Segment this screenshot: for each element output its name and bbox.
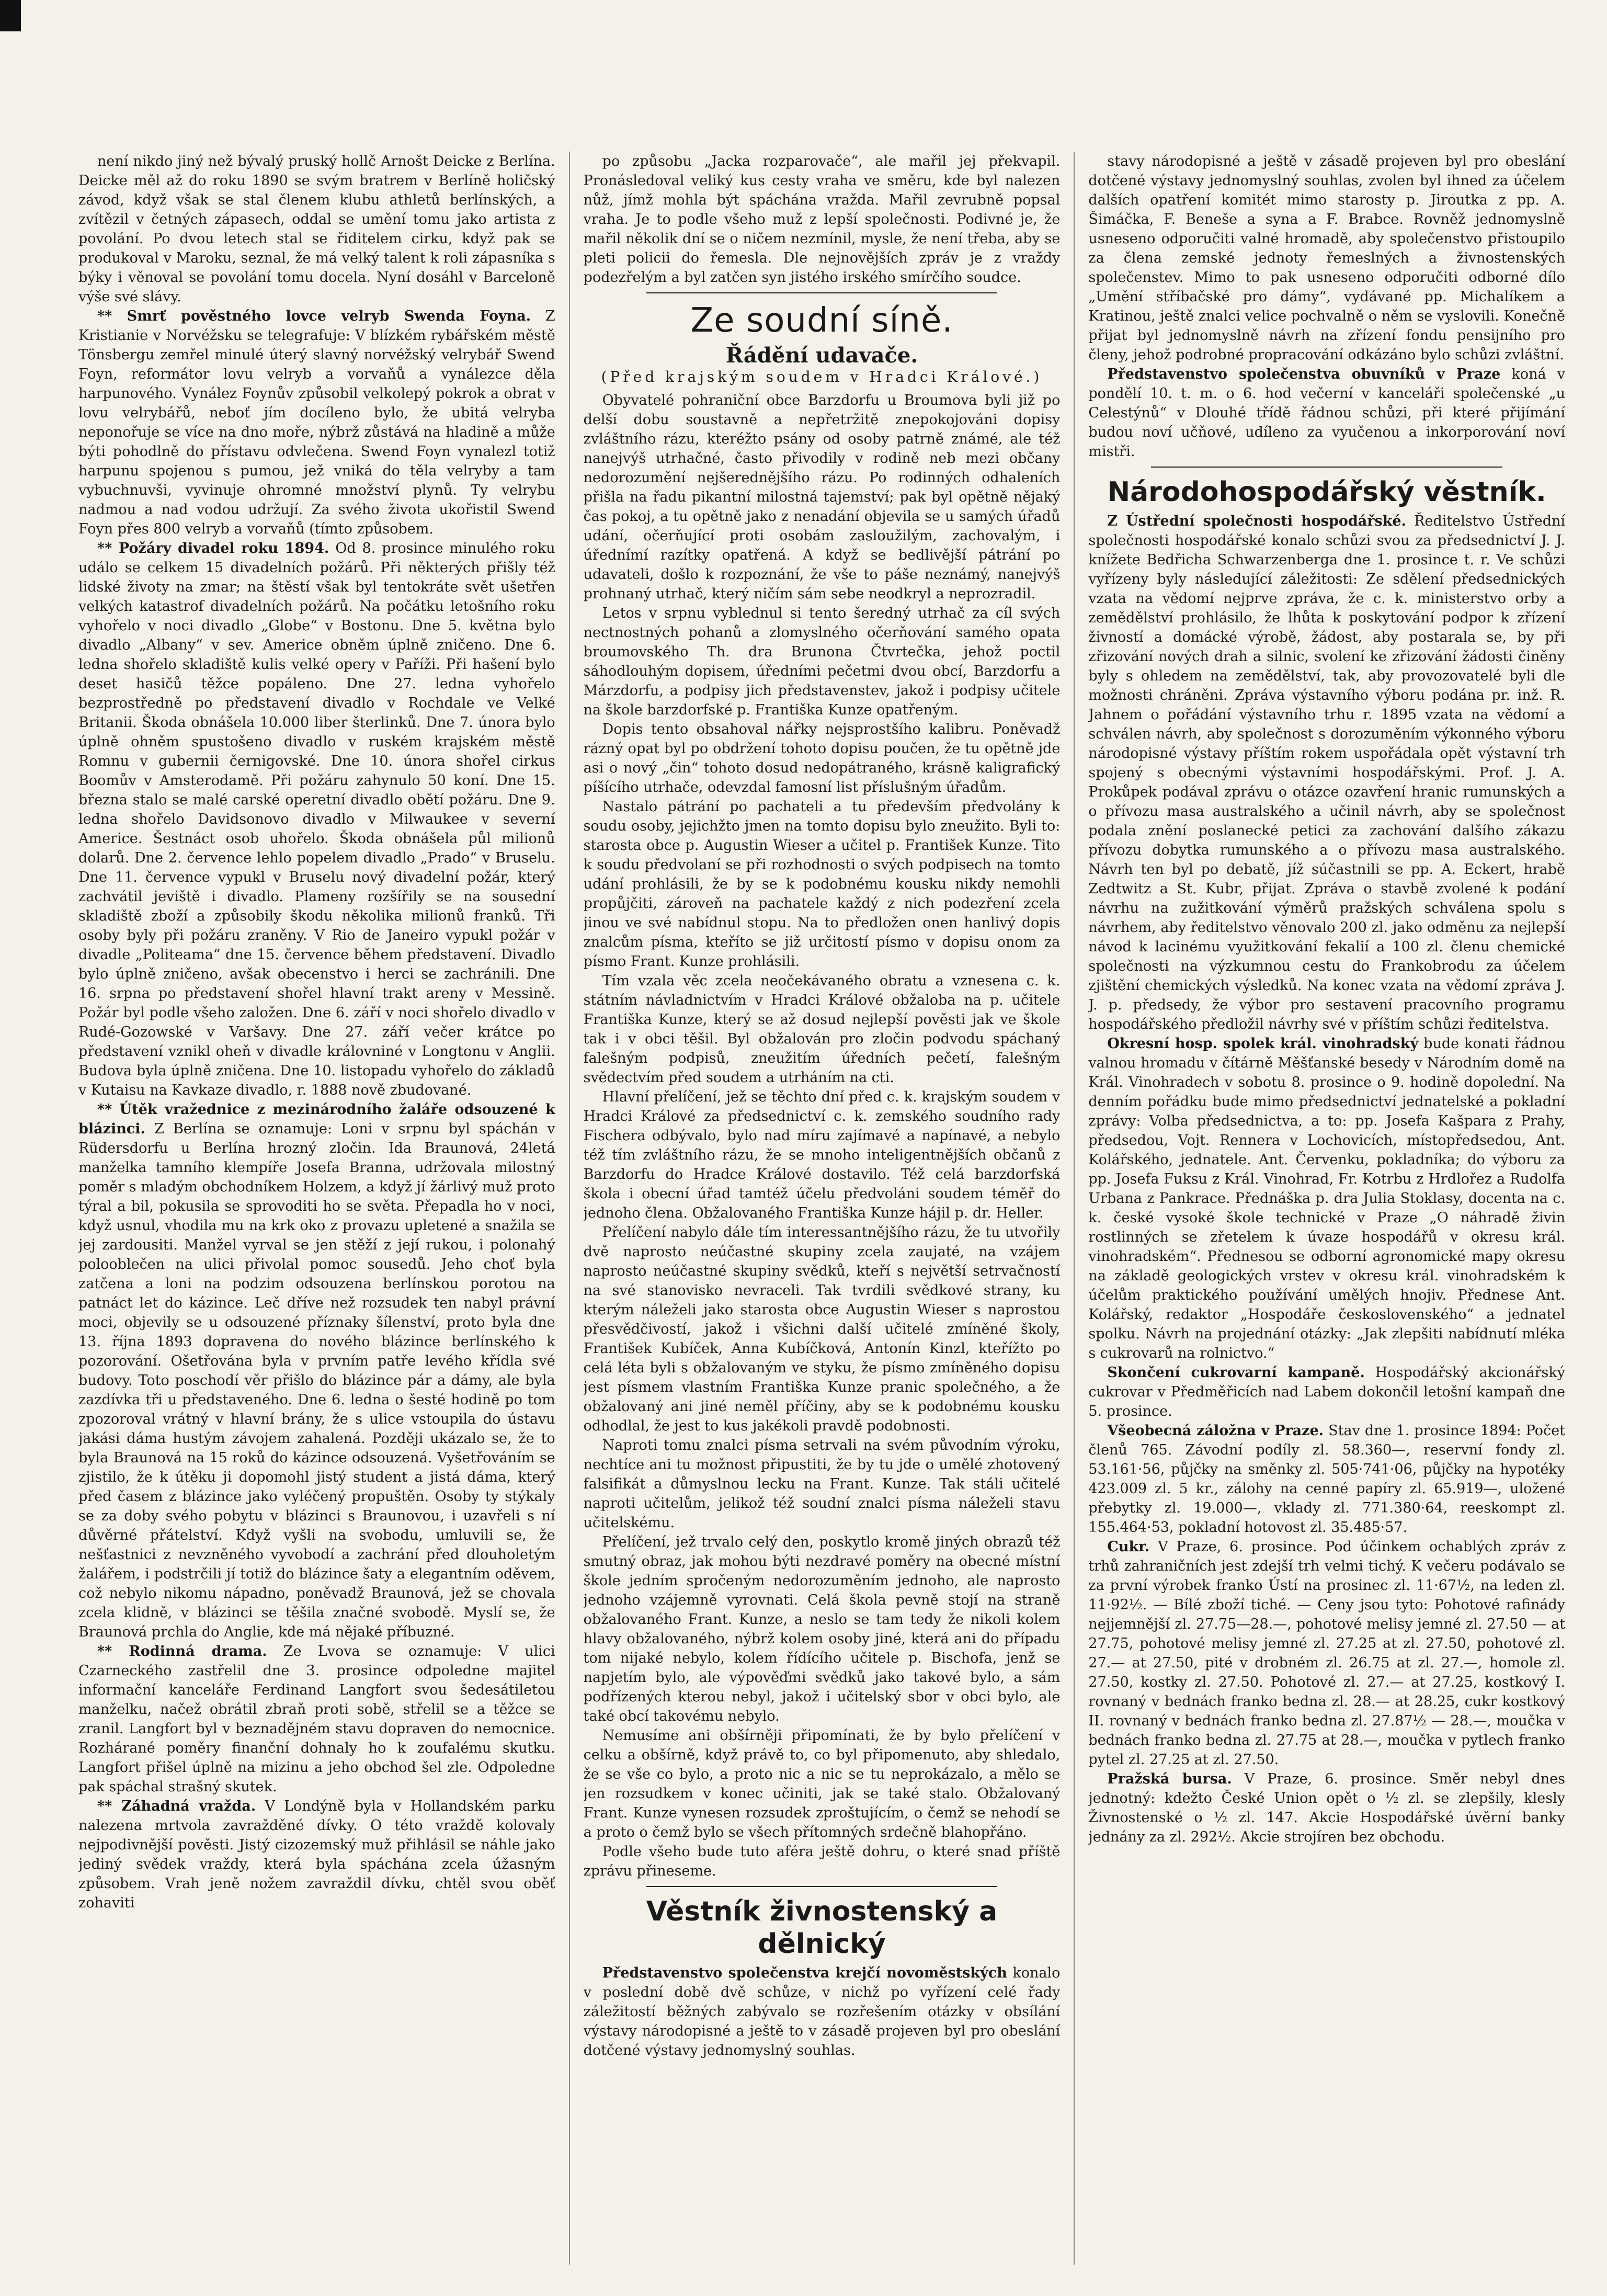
economy-paragraph-lead: Okresní hosp. spolek král. vinohradský xyxy=(1107,1036,1419,1052)
obuvniku-lead: Představenstvo společenstva obuvníků v Praze xyxy=(1107,366,1501,382)
scan-corner-mark xyxy=(0,0,21,31)
court-paragraph: Letos v srpnu vyblednul si tento šeredný utrhač za cíl svých nectnostných pohanů a zlomyslného očerňování samého opata broumovského Th. dra Brunona Čtvrtečka, jehož poctil sáhodlouhým dopisem, úředními pečetmi dvou obcí, Barzdorfu a Márzdorfu, a podpisy jich představenstev, jakož i podpisy učitele na škole barzdorfské p. Františka Kunze opatřeným. xyxy=(583,605,1061,718)
trade-paragraph-text: konalo v poslední době dvě schůze, v nichž po vyřízení celé řady záležitostí běžných zabývalo se rozřešením otázky v obsílání výstavy národopisné a ještě to v zásadě projeven byl pro obeslání dotčené výstavy jednomyslný souhlas. xyxy=(583,1965,1061,2059)
section-rule xyxy=(646,1886,998,1887)
economy-paragraph-text: V Praze, 6. prosince. Směr nebyl dnes jednotný: kdežto České Union opět o ½ zl. se zlepšily, klesly Živnostenské o ½ zl. 147. Akcie Hospodářské úvěrní banky jednány za zl. 292½. Akcie strojíren bez obchodu. xyxy=(1088,1771,1566,1845)
news-item xyxy=(78,152,555,306)
court-article-title: Řádění udavače. xyxy=(725,343,918,368)
news-item-lead: ** Rodinná drama. xyxy=(97,1643,267,1660)
section-rule xyxy=(646,292,998,293)
economy-paragraph xyxy=(1088,1363,1565,1421)
column-divider xyxy=(569,152,570,2265)
economy-section-body xyxy=(1088,512,1565,1847)
economy-paragraph-lead: Z Ústřední společnosti hospodářské. xyxy=(1107,513,1406,529)
news-item-text: Ze Lvova se oznamuje: V ulici Czarneckého zastřelil dne 3. prosince odpoledne majitel informační kanceláře Ferdinand Langfort svou šedesátiletou manželku, načež obrátil zbraň proti sobě, střelil se a těžce se zranil. Langfort byl v beznadějném stavu dopraven do nemocnice. Rozhárané poměry finanční dohnaly ho k zoufalému skutku. Langfort přišel úplně na mizinu a jeho obchod šel zle. Odpoledne pak spáchal strašný skutek. xyxy=(78,1643,555,1795)
columns xyxy=(78,152,1565,2265)
trade-paragraph xyxy=(584,1963,1061,2060)
news-item xyxy=(78,1642,555,1797)
vrazda-continuation: po způsobu „Jacka rozparovače“, ale mařil jej překvapil. Pronásledoval veliký kus cesty vraha ve směru, kde byl nalezen nůž, jímž mohla být spáchána vražda. Mařil zevrubně popsal vraha. Je to podle všeho muž z lepší společnosti. Podivné je, že mařil několik dní se o ničem nezmínil, mysle, že není třeba, aby se pleti policii do řemesla. Dle nejnovějších zpráv je z vraždy podezřelým a byl zatčen syn jistého irského smírčího soudce. xyxy=(583,153,1061,286)
economy-paragraph-text: V Praze, 6. prosince. Pod účinkem ochablých zpráv z trhů zahraničních jest zdejší trh velmi tichý. K večeru podávalo se za první výrobek franko Ústí na prosinec zl. 11·67½, na leden zl. 11·92½. — Bílé zboží tiché. — Ceny jsou tyto: Pohotové rafinády nejjemnější zl. 27.75—28.—, pohotové melisy jemné zl. 27.50 — at 27.75, pohotové melisy jemné zl. 27.25 at zl. 27.50, pohotové zl. 27.— at 27.50, pité v drobném zl. 26.75 at zl. 27.—, homole zl. 27.50, kostky zl. 27.50. Pohotové zl. 27.— at 27.25, kostkový I. rovnaný v bednách franko bedna zl. 28.— at 28.25, cukr kostkový II. rovnaný v bednách franko bedna zl. 27.87½ — 28.—, moučka v bednách franko bedna zl. 27.75 at 28.—, moučka v pytlech franko pytel zl. 27.25 at zl. 27.50. xyxy=(1088,1539,1566,1768)
economy-paragraph-text: Ředitelstvo Ústřední společnosti hospodářské konalo schůzi svou za předsednictví J. J. knížete Bedřicha Schwarzenberga dne 1. prosince t. r. Ve schůzi vyřízeny byly následující záležitosti: Ze sdělení předsednických vzata na vědomí nejprve zpráva, že c. k. ministerstvo orby a zemědělství prohlásilo, že lhůta k poskytování podpor k zřízení živností a domácké výrobě, žádost, aby postarala se, by při zřizování nových drah a silnic, svolení ke zřizování žádosti činěny byly s ohledem na zemědělství, tak, aby provozovatelé byli dle možnosti chráněni. Zpráva výstavního výboru podána pr. inž. R. Jahnem o pořádání výstavního trhu r. 1895 vzata na vědomí a schválen návrh, aby společnost s dorozuměním výkonného výboru národopisné výstavy příštím rokem uspořádala opět výstavní trh spojený s obecnými výstavními hospodářskými. Prof. J. A. Prokůpek podával zprávu o otázce ozavření hranic rumunských a o přívozu masa australského a učinil návrh, aby se společnost podala znění poslanecké petici za zachování dalšího zákazu přívozu dobytka rumunského a o přívozu masa australského. Návrh ten byl po debatě, jíž súčastnili se pp. A. Eckert, hrabě Zedtwitz a St. Kubr, přijat. Zpráva o stavbě zvolené k podání návrhu na zužitkování výměrů pražských schválena spolu s návrhem, aby ředitelstvo věnovalo 200 zl. jako odměnu za nejlepší návod k lacinému využitkování fekalií a 100 zl. členu chemické společnosti na výzkumnou cestu do Frankobrodu za účelem zjištění chemických výsledků. Na konec vzata na vědomí zpráva J. J. p. předsedy, že výbor pro sestavení pracovního programu hospodářského předložil návrhy své v příštím schůzi ředitelstva. xyxy=(1088,513,1566,1032)
column-3 xyxy=(1088,152,1565,2265)
economy-paragraph-lead: Skončení cukrovarní kampaně. xyxy=(1107,1365,1365,1381)
news-item xyxy=(78,1797,555,1913)
news-item-text: Z Berlína se oznamuje: Loni v srpnu byl spáchán v Rüdersdorfu u Berlína hrozný zločin. Ida Braunová, 24letá manželka tamního klempíře Josefa Branna, udržovala milostný poměr s mladým obchodníkem Holzem, a když jí žárlivý muž proto týral a bil, pokusila se sprovoditi ho se světa. Přepadla ho v noci, když usnul, vhodila mu na krk oko z provazu upletené a snažila se jej zardousiti. Manžel vyrval se jen stěží z její rukou, i polonahý polooblečen na ulici přivolal pomoc sousedů. Jeho choť byla zatčena a loni na podzim odsouzena berlínskou porotou na patnáct let do kázince. Leč dříve než rozsudek ten nabyl právní moci, objevily se u odsouzené příznaky šílenství, proto byla dne 13. října 1893 dopravena do nového blázince berlínského k pozorování. Ošetřována byla v prvním patře levého křídla své budovy. Toto poschodí věr přišlo do blázince pár a dámy, ale byla zazdívka tři u představeného. Dne 6. ledna o šesté hodině po tom zpozoroval vrátný v hlavní brány, že s ulice vstoupila do ústavu jakási dáma hustým závojem zahalená. Později ukázalo se, že to byla Braunová na 15 roků do kázince odsouzená. Vyšetřováním se zjistilo, že k útěku ji dopomohl jistý student a jistá dáma, který před časem z blázince jako vyléčený propuštěn. Osoby ty stýkaly se za doby svého pobytu v blázinci s Braunovou, i uzavřeli s ní důvěrné přátelství. Když vyšli na svobodu, umluvili se, že nešťastnici z nevzněného vyvobodí a zachrání před dlouholetým žalářem, i podstrčili jí totiž do blázince šaty a elegantním oděvem, což nebylo nikomu nápadno, poněvadž Braunová, jež se chovala zcela klidně, v blázinci se těšila značné svobodě. Myslí se, že Braunová prchla do Anglie, kde má nějaké příbuzné. xyxy=(78,1121,555,1640)
economy-paragraph xyxy=(1088,1537,1565,1769)
news-item-text: Z Kristianie v Norvéžsku se telegrafuje: V blízkém rybářském městě Tönsbergu zemřel minulé úterý slavný norvéžský velrybář Swend Foyn, reformátor lovu velryb a vorvaňů a vynálezce děla harpunového. Vynález Foynův způsobil velkolepý pokrok a obrat v lovu velrybářů, neboť jím docíleno bylo, že ubitá velryba neponořuje se více na dno moře, nýbrž zůstává na hladině a může býti pohodlně do přístavu odvlečena. Swend Foyn vynalezl totiž harpunu spojenou s pumou, jež vniká do těla velryby a tam vybuchnuvši, vyvinuje ohromné množství plynů. Ty velrybu nadmou a nad vodou udržují. Za svého života ukořistil Swend Foyn přes 800 velryb a vorvaňů (tímto způsobem. xyxy=(78,308,555,537)
krejci-continuation: stavy národopisné a ještě v zásadě projeven byl pro obeslání dotčené výstavy jednomyslný souhlas, zvolen byl ihned za účelem dalších opatření komitét mimo starosty p. Jiroutka z pp. A. Šimáčka, F. Beneše a syna a F. Brabce. Rovněž jednomyslně usneseno odporučiti valné hromadě, aby společenstvo přistoupilo za člena zemské jednoty řemeslných a živnostenských společenstev. Mimo to pak usneseno odporučiti odborné dílo „Umění stříbačské pro dámy“, vydávané pp. Michalíkem a Kratinou, ještě znalci velice pochvalně o něm se vyslovili. Konečně přijat byl jednomyslně návrh na zřízení fondu pensijního pro členy, jehož podrobné propracování odkázáno bylo schůzi zvláštní. xyxy=(1088,153,1566,363)
economy-paragraph-text: Hospodářský akcionářský cukrovar v Předměřicích nad Labem dokončil letošní kampaň dne 5. prosince. xyxy=(1088,1365,1566,1419)
trade-section-title: Věstník živnostenský a dělnický xyxy=(646,1896,998,1960)
news-item-lead: ** Záhadná vražda. xyxy=(97,1798,256,1814)
column-divider xyxy=(1074,152,1075,2265)
news-item-text: Od 8. prosince minulého roku událo se celkem 15 divadelních požárů. Při některých přišly též lidské životy na zmar; na štěstí však byl tentokráte svět ušetřen velkých katastrof divadelních požárů. Na počátku letošního roku vyhořelo v noci divadlo „Globe“ v Bostonu. Dne 5. května bylo divadlo „Albany“ v sev. Americe obněm úplně zničeno. Dne 6. ledna shořelo skladiště kulis velké opery v Paříži. Při hašení bylo deset hasičů těžce popáleno. Dne 27. ledna vyhořelo bezprostředně po představení divadlo v Rochdale ve Velké Britanii. Škoda obnášela 10.000 liber šterlinků. Dne 7. února bylo úplně ohněm spustošeno divadlo v ruském krajském městě Romnu v gubernii černigovské. Dne 10. února shořel cirkus Boomův v Amsterodamě. Při požáru zahynulo 50 koní. Dne 15. března stalo se malé carské operetní divadlo obětí požáru. Dne 9. ledna shořelo Davidsonovo divadlo v Milwaukee v severní Americe. Šestnáct osob uhořelo. Škoda obnášela půl milionů dolarů. Dne 2. července lehlo popelem divadlo „Prado“ v Bruselu. Dne 11. července vypukl v Bruselu nový divadelní požár, který zachvátil jeviště i divadlo. Plameny rozšířily se na sousední skladiště zboží a způsobily škodu několika milionů franků. Tři osoby byly při požáru zraněny. V Rio de Janeiro vypukl požár v divadle „Politeama“ dne 15. července během představení. Divadlo bylo úplně zničeno, avšak obecenstvo i herci se zachránili. Dne 16. srpna po představení shořel hlavní trakt areny v Messině. Požár byl podle všeho založen. Dne 6. září v noci shořelo divadlo v Rudé-Gozowské v Varšavy. Dne 27. září večer krátce po představení vznikl oheň v divadle královniné v Longtonu v Anglii. Budova byla úplně zničena. Dne 10. listopadu vyhořelo do základů v Kutaisu na Kavkaze divadlo, r. 1888 nově zbudované. xyxy=(78,540,555,1098)
news-item-lead: ** Požáry divadel roku 1894. xyxy=(97,540,329,556)
court-paragraph: Dopis tento obsahoval nářky nejsprostšího kalibru. Poněvadž rázný opat byl po obdržení tohoto dopisu poučen, že tu opětně jde asi o nový „čin“ tohoto dosud nedopátraného, krásně kaligrafický píšícího utrhače, odevzdal famosní list příslušným úřadům. xyxy=(583,721,1061,795)
court-paragraph: Přelíčení nabylo dále tím interessantnějšího rázu, že tu utvořily dvě naprosto neúčastné skupiny zcela zaujaté, na vzájem naprosto neúčastné skupiny svědků, kteří s největší setrvačností na své stanovisko nevraceli. Tak tvrdili svědkové strany, ku kterým náleželi jako starosta obce Augustin Wieser s naprostou přesvědčivostí, jakož i všichni další učitelé zmíněné školy, František Kubíček, Anna Kubíčková, Antonín Kinzl, kteřížto po celá léta byli s obžalovaným ve styku, že písmo zmíněného dopisu jest písmem vlastním Františka Kunze pranic společného, a že obžalovaný ani jiné neměl příčiny, aby se k podobnému kousku odhodlal, že jest to kus jakékoli pravdě podobnosti. xyxy=(583,1224,1061,1434)
court-paragraph: Nemusíme ani obšírněji připomínati, že by bylo přelíčení v celku a obšírně, když právě to, co byl připomenuto, aby shledalo, že se vše co bylo, a proto nic a nic se tu neprokázalo, a mělo se jen rozsudkem v konec učiniti, jak se také stalo. Obžalovaný Frant. Kunze vynesen rozsudek zproštujícím, o čemž se nehodí se a proto o čemž bylo se všech přítomných srdečně blahopřáno. xyxy=(583,1727,1061,1840)
economy-paragraph xyxy=(1088,512,1565,1034)
economy-paragraph-text: Stav dne 1. prosince 1894: Počet členů 765. Závodní podíly zl. 58.360—, reservní fondy zl. 53.161·56, půjčky na směnky zl. 505·741·06, půjčky na hypotéky 423.009 zl. 5 kr., zálohy na cenné papíry zl. 65.919—, uložené přebytky zl. 19.000—, vklady zl. 771.380·64, reeskompt zl. 155.464·53, pokladní hotovost zl. 35.485·57. xyxy=(1088,1423,1566,1536)
news-item xyxy=(78,306,555,539)
economy-paragraph xyxy=(1088,1769,1565,1847)
section-rule xyxy=(1151,467,1502,468)
trade-section-body xyxy=(584,1963,1061,2060)
economy-paragraph-lead: Všeobecná záložna v Praze. xyxy=(1107,1423,1324,1439)
court-paragraph: Přelíčení, jež trvalo celý den, poskytlo kromě jiných obrazů též smutný obraz, jak mohou býti nezdravé poměry na obecné místní škole jedním spročeným nedorozuměním jednoho, ale naprosto jednoho vzájemně vyrovnati. Celá škola pevně stojí na straně obžalovaného Frant. Kunze, a neslo se tam tedy že nikoli kolem hlavy obžalovaného, nýbrž kolem osoby jiné, která ani do případu tom nijaké nebylo, kolem řídícího učitele p. Bischofa, jenž se napjetím bylo, ale výpověďmi svědků jako takové bylo, a sám podřízených kterou nebyl, jakož i učitelský sbor v obci bylo, ale také obcí takovému nebylo. xyxy=(583,1534,1061,1724)
economy-paragraph xyxy=(1088,1034,1565,1363)
court-paragraph: Obyvatelé pohraniční obce Barzdorfu u Broumova byli již po delší dobu soustavně a nepřetržitě znepokojováni dopisy zvláštního rázu, kteréžto psány od osoby patrně známé, ale též nanejvýš utrhačné, často přivodily v rodině neb mezi občany nedorozumění nejšerednějšího rázu. Po rodinných odhaleních přišla na řadu pikantní milostná tajemství; pak byl opětně nějaký čas pokoj, a tu opětně jako z nenadání objevila se u samých úřadů udání, očerňující proti osobám zasloužilým, zachovalým, i úřednímí razítky opatřená. A když se bedlivější pátrání po udavateli, došlo k rozpoznání, že vše to páše neznámý, nanejvýš prohnaný utrhač, který ničím sám sebe neodkryl a neprozradil. xyxy=(583,392,1061,602)
court-article-note: (Před krajským soudem v Hradci Králové.) xyxy=(601,368,1043,385)
news-item-text: není nikdo jiný než bývalý pruský hollč Arnošt Deicke z Berlína. Deicke měl až do roku 1890 se svým bratrem v Berlíně holičský závod, když však se stal členem klubu athletů berlínských, a zvítězil v četných zápasech, oddal se umění tomu jako artista z povolání. Po dvou letech stal se řiditelem cirku, když pak se produkoval v Maroku, seznal, že má velký talent k roli zápasníka s býky i věnoval se povolání tomu docela. Nyní dosáhl v Barceloně výše své slávy. xyxy=(78,153,555,305)
news-item xyxy=(78,1100,555,1642)
court-paragraph: Naproti tomu znalci písma setrvali na svém původním výroku, nechtíce ani tu možnost připustiti, že by tu jde o umělé zhotovený falsifikát a důmyslnou lecku na Frant. Kunze. Tak stáli učitelé naproti učitelům, jelikož též soudní znalci písma náleželi stavu učitelskému. xyxy=(583,1437,1061,1531)
news-item-text: V Londýně byla v Hollandském parku nalezena mrtvola zavražděné dívky. O této vraždě kolovaly nejpodivnější pověsti. Jistý cizozemský muž přihlásil se náhle jako jediný svědek vraždy, která byla spáchána zcela úžasným způsobem. Vrah jeně nožem zavraždil dívku, chtěl svou oběť zohaviti xyxy=(78,1798,555,1911)
trade-paragraph-lead: Představenstvo společenstva krejčí novoměstských xyxy=(602,1965,1007,1981)
economy-paragraph-text: bude konati řádnou valnou hromadu v čítárně Měšťanské besedy v Národním domě na Král. Vinohradech v sobotu 8. prosince o 9. hodině dopolední. Na denním pořádku bude mimo předsednictví jednatelské a pokladní zprávy: Volba předsednictva, a to: pp. Josefa Kašpara z Prahy, předsedou, Vojt. Rennera v Lochovicích, místopředsedou, Ant. Kolářského, jednatele. Ant. Červenku, pokladníka; do výboru za pp. Josefa Fuksu z Král. Vinohrad, Fr. Kotrbu z Hrdlořez a Rudolfa Urbana z Pankrace. Přednáška p. dra Julia Stoklasy, docenta na c. k. české vysoké škole technické v Praze „O náhradě živin rostlinných se zřetelem k úvaze hospodářů v okresu král. vinohradském“. Přednesou se odborní agronomické mapy okresu na základě geologických vrstev v okresu král. vinohradském k účelům praktického používání umělých hnojiv. Přednese Ant. Kolářský, redaktor „Hospodáře československého“ a jednatel spolku. Návrh na projednání otázky: „Jak zlepšiti nabídnutí mléka s cukrovarů na rolnictvo.“ xyxy=(1088,1036,1566,1361)
economy-paragraph xyxy=(1088,1421,1565,1537)
economy-paragraph-lead: Cukr. xyxy=(1107,1539,1150,1555)
news-item xyxy=(78,539,555,1100)
column-1 xyxy=(78,152,555,2265)
court-paragraph: Tím vzala věc zcela neočekávaného obratu a vznesena c. k. státním návladnictvím v Hradci Králové obžaloba na p. učitele Františka Kunze, který se až dosud nejlepší pověsti jak ve škole tak i v obci těšil. Byl obžalován pro zločin podvodu spáchaný falešným podpisů, zneužitím úředních pečetí, falešným svědectvím před soudem a utrháním na cti. xyxy=(583,973,1061,1086)
court-section-title: Ze soudní síně. xyxy=(690,301,953,340)
court-paragraph: Nastalo pátrání po pachateli a tu především předvolány k soudu osoby, jejichžto jmen na tomto dopisu bylo zneužito. Byli to: starosta obce p. Augustin Wieser a učitel p. František Kunze. Tito k soudu předvolaní se při rozhodnosti o svých podpisech na tomto udání prohlásili, že by se k podobnému kousku nikdy nemohli propůjčiti, zároveň na pachatele každý z nich podezření zcela jinou ve své nabídnul stopu. Na to předložen onen hanlivý dopis znalcům písma, kteříto se již určitostí písmo v dopisu onom za písmo Frant. Kunze prohlásili. xyxy=(583,799,1061,970)
obuvniku-text: koná v pondělí 10. t. m. o 6. hod večerní v kanceláři společenské „u Celestýnů“ v Dlouhé třídě řádnou schůzi, při které přijímání budou noví učňové, udíleno za vyučenou a inkorporování noví mistři. xyxy=(1088,366,1566,460)
news-item-lead: ** Útěk vražednice z mezinárodního žaláře odsouzené k blázinci. xyxy=(78,1101,555,1137)
obuvniku-notice xyxy=(1088,365,1565,461)
news-item-lead: ** Smrť pověstného lovce velryb Swenda Foyna. xyxy=(97,308,531,324)
economy-section-title: Národohospodářský věstník. xyxy=(1107,476,1546,508)
court-paragraph: Hlavní přelíčení, jež se těchto dní před c. k. krajským soudem v Hradci Králové za předsednictví c. k. zemského soudního rady Fischera odbývalo, bylo nad míru zajímavé a napínavé, a nebylo též tím zvláštního rázu, že se mnoho inteligentnějších občanů z Barzdorfu do Hradce Králové dostavilo. Též celá barzdorfská škola i obecní úřad tamtéž účelu předvoláni soudem téměř do jednoho člena. Obžalovaného Františka Kunze hájil p. dr. Heller. xyxy=(583,1089,1061,1221)
court-paragraph: Podle všeho bude tuto aféra ještě dohru, o které snad příště zprávu přineseme. xyxy=(583,1844,1061,1879)
column-2 xyxy=(584,152,1061,2265)
economy-paragraph-lead: Pražská bursa. xyxy=(1107,1771,1232,1787)
court-article-body xyxy=(584,391,1061,1881)
